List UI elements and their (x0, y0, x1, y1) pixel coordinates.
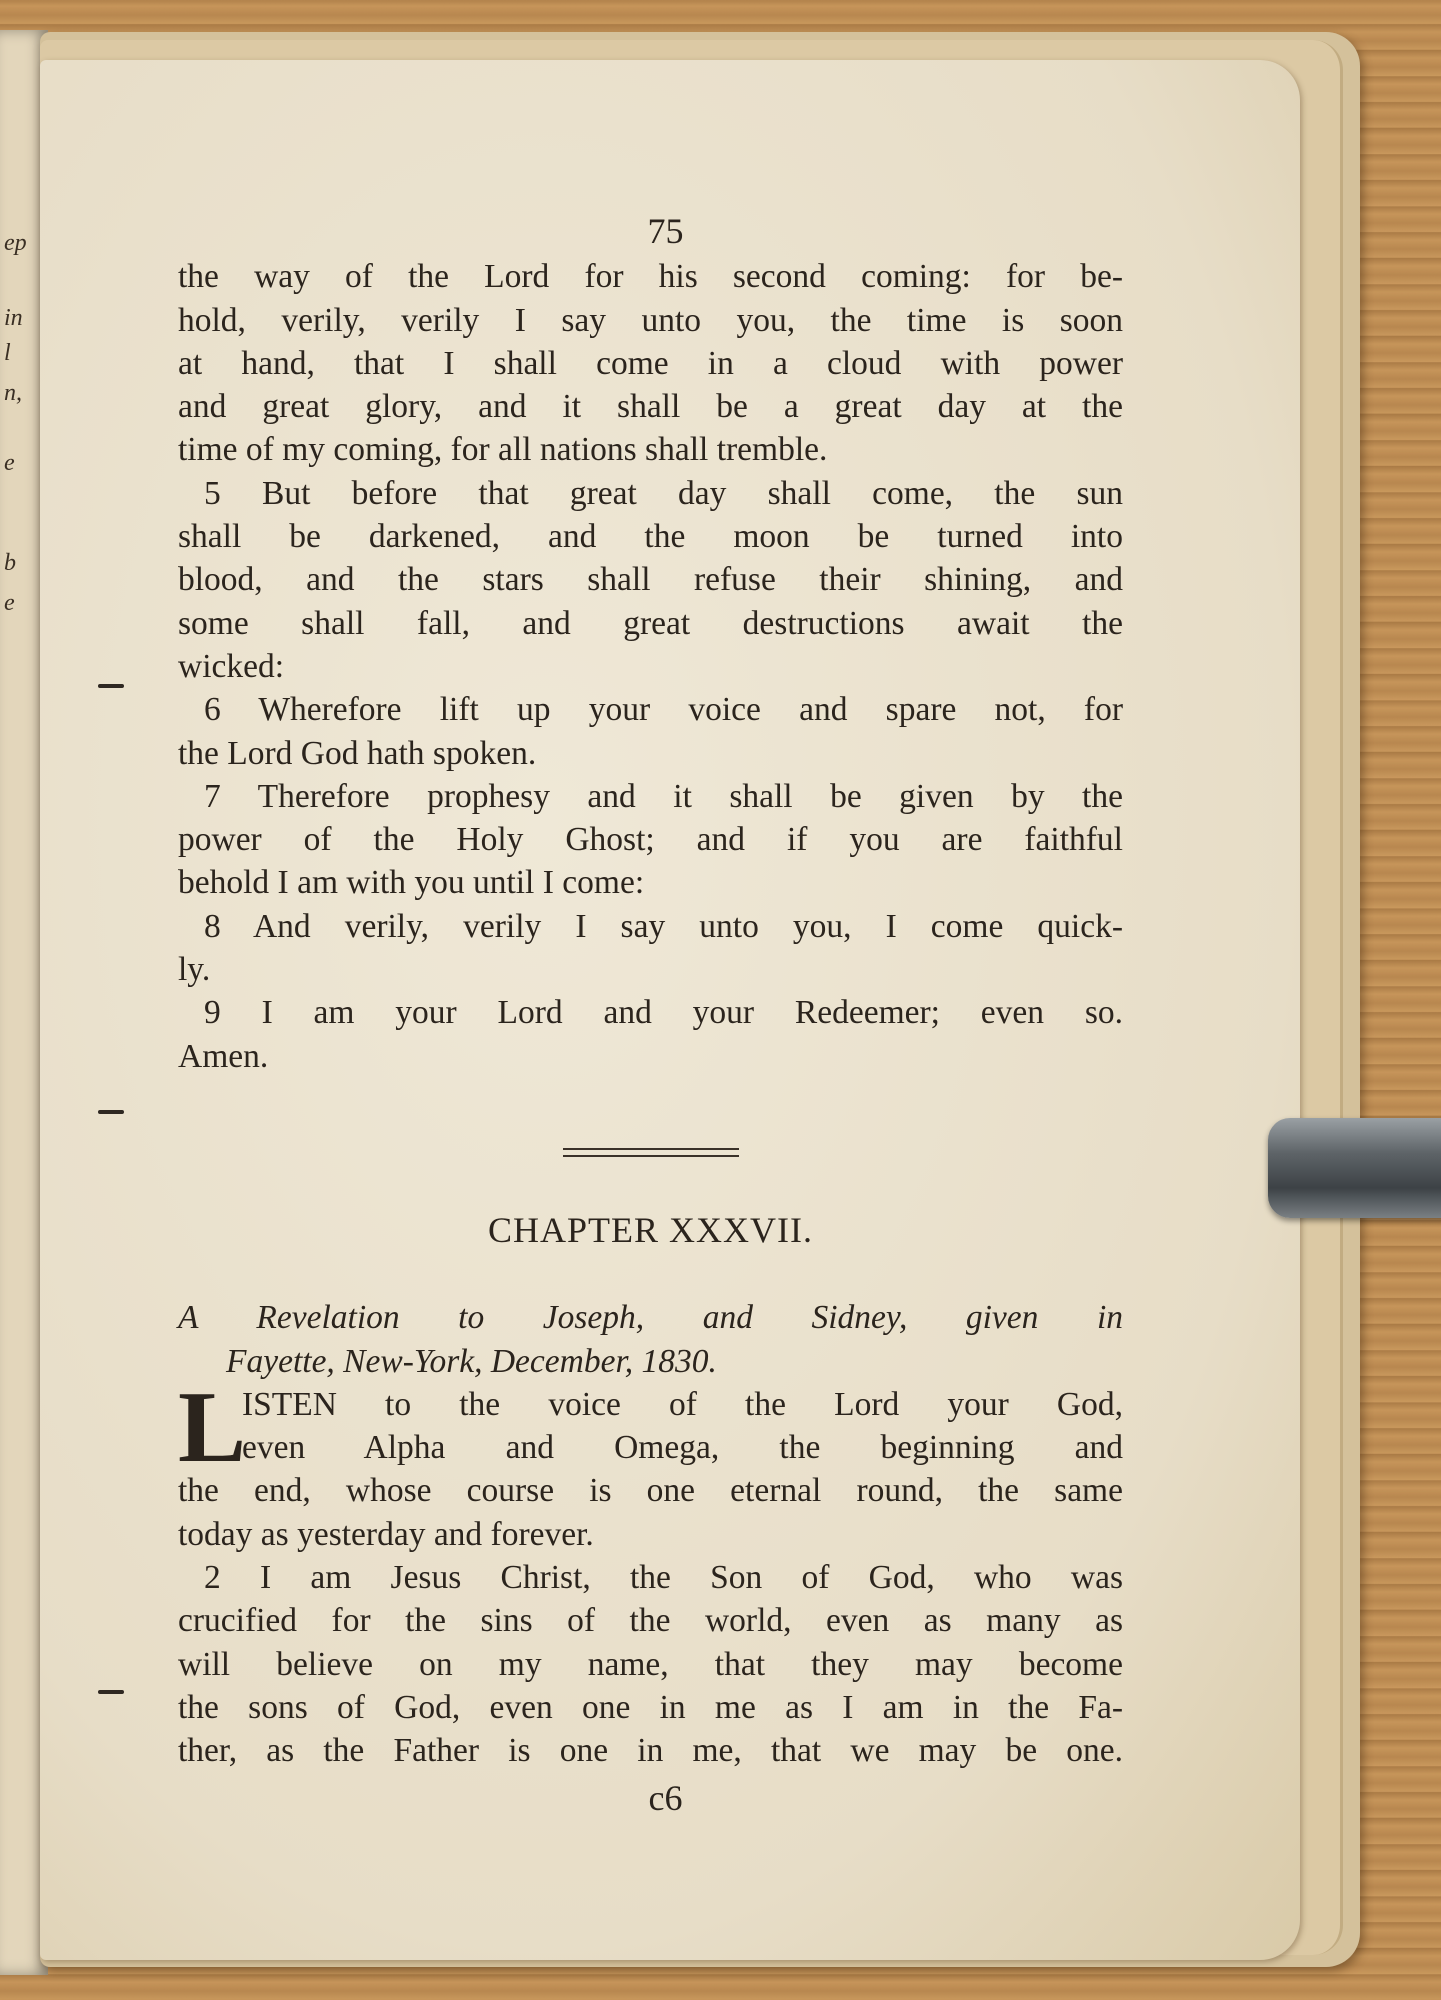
text-line: and great glory, and it shall be a great day at the (178, 388, 1123, 426)
verse-9 (178, 991, 1123, 1078)
text-line: 5 But before that great day shall come, the sun (204, 474, 1123, 512)
text-line: some shall fall, and great destructions await the (178, 604, 1123, 642)
left-page-fragment: l (4, 340, 11, 366)
binding-stitch (98, 1690, 124, 1694)
page-text (178, 210, 1123, 1820)
text-line: ISTEN to the voice of the Lord your God, (242, 1385, 1123, 1423)
left-page-fragment: n, (4, 380, 22, 406)
text-line: the way of the Lord for his second coming: for be- (178, 258, 1123, 296)
verse-6 (178, 688, 1123, 775)
text-line: 9 I am your Lord and your Redeemer; even so. (204, 994, 1123, 1032)
text-line: the end, whose course is one eternal round, the same (178, 1472, 1123, 1510)
text-line: shall be darkened, and the moon be turned into (178, 518, 1123, 556)
left-page-fragment: b (4, 550, 16, 576)
text-line: behold I am with you until I come: (178, 864, 645, 902)
chapter-title: CHAPTER XXXVII. (488, 1209, 813, 1250)
text-line: power of the Holy Ghost; and if you are faithful (178, 821, 1123, 859)
text-line: today as yesterday and forever. (178, 1515, 594, 1553)
binding-stitch (98, 684, 124, 688)
text-line: Amen. (178, 1037, 269, 1075)
text-line: time of my coming, for all nations shall tremble. (178, 431, 828, 469)
chapter-heading (178, 1296, 1123, 1383)
continuation-paragraph (178, 255, 1123, 471)
left-page-fragment: ep (4, 230, 27, 256)
binding-stitch (98, 1110, 124, 1114)
text-line: hold, verily, verily I say unto you, the time is soon (178, 301, 1123, 339)
page-number: 75 (647, 211, 684, 251)
text-line: crucified for the sins of the world, even as many as (178, 1602, 1123, 1640)
verse-2 (178, 1556, 1123, 1772)
text-line: 8 And verily, verily I say unto you, I come quick- (204, 907, 1123, 945)
verse-5 (178, 472, 1123, 688)
left-page-fragment: in (4, 305, 23, 331)
heading-line: Fayette, New-York, December, 1830. (226, 1342, 717, 1380)
paper-knife-blade (1268, 1118, 1441, 1218)
text-line: will believe on my name, that they may become (178, 1645, 1123, 1683)
signature-mark: c6 (648, 1777, 683, 1818)
text-line: the Lord God hath spoken. (178, 734, 537, 772)
text-line: wicked: (178, 647, 285, 685)
text-line: 2 I am Jesus Christ, the Son of God, who was (204, 1559, 1123, 1597)
heading-line: A Revelation to Joseph, and Sidney, given in (178, 1299, 1123, 1337)
left-page-fragment: e (4, 450, 15, 476)
verse-7 (178, 775, 1123, 905)
text-line: blood, and the stars shall refuse their shining, and (178, 561, 1123, 599)
text-line: even Alpha and Omega, the beginning and (242, 1429, 1123, 1467)
text-line: ther, as the Father is one in me, that we may be one. (178, 1732, 1123, 1770)
text-line: ly. (178, 951, 211, 989)
section-divider (563, 1148, 739, 1157)
text-line: the sons of God, even one in me as I am in the Fa- (178, 1688, 1123, 1726)
text-line: 7 Therefore prophesy and it shall be given by the (204, 777, 1123, 815)
text-line: 6 Wherefore lift up your voice and spare not, for (204, 691, 1123, 729)
drop-cap: L (178, 1370, 247, 1484)
left-page-fragment: e (4, 590, 15, 616)
opening-paragraph (178, 1370, 1123, 1556)
verse-8 (178, 905, 1123, 992)
text-line: at hand, that I shall come in a cloud with power (178, 344, 1123, 382)
